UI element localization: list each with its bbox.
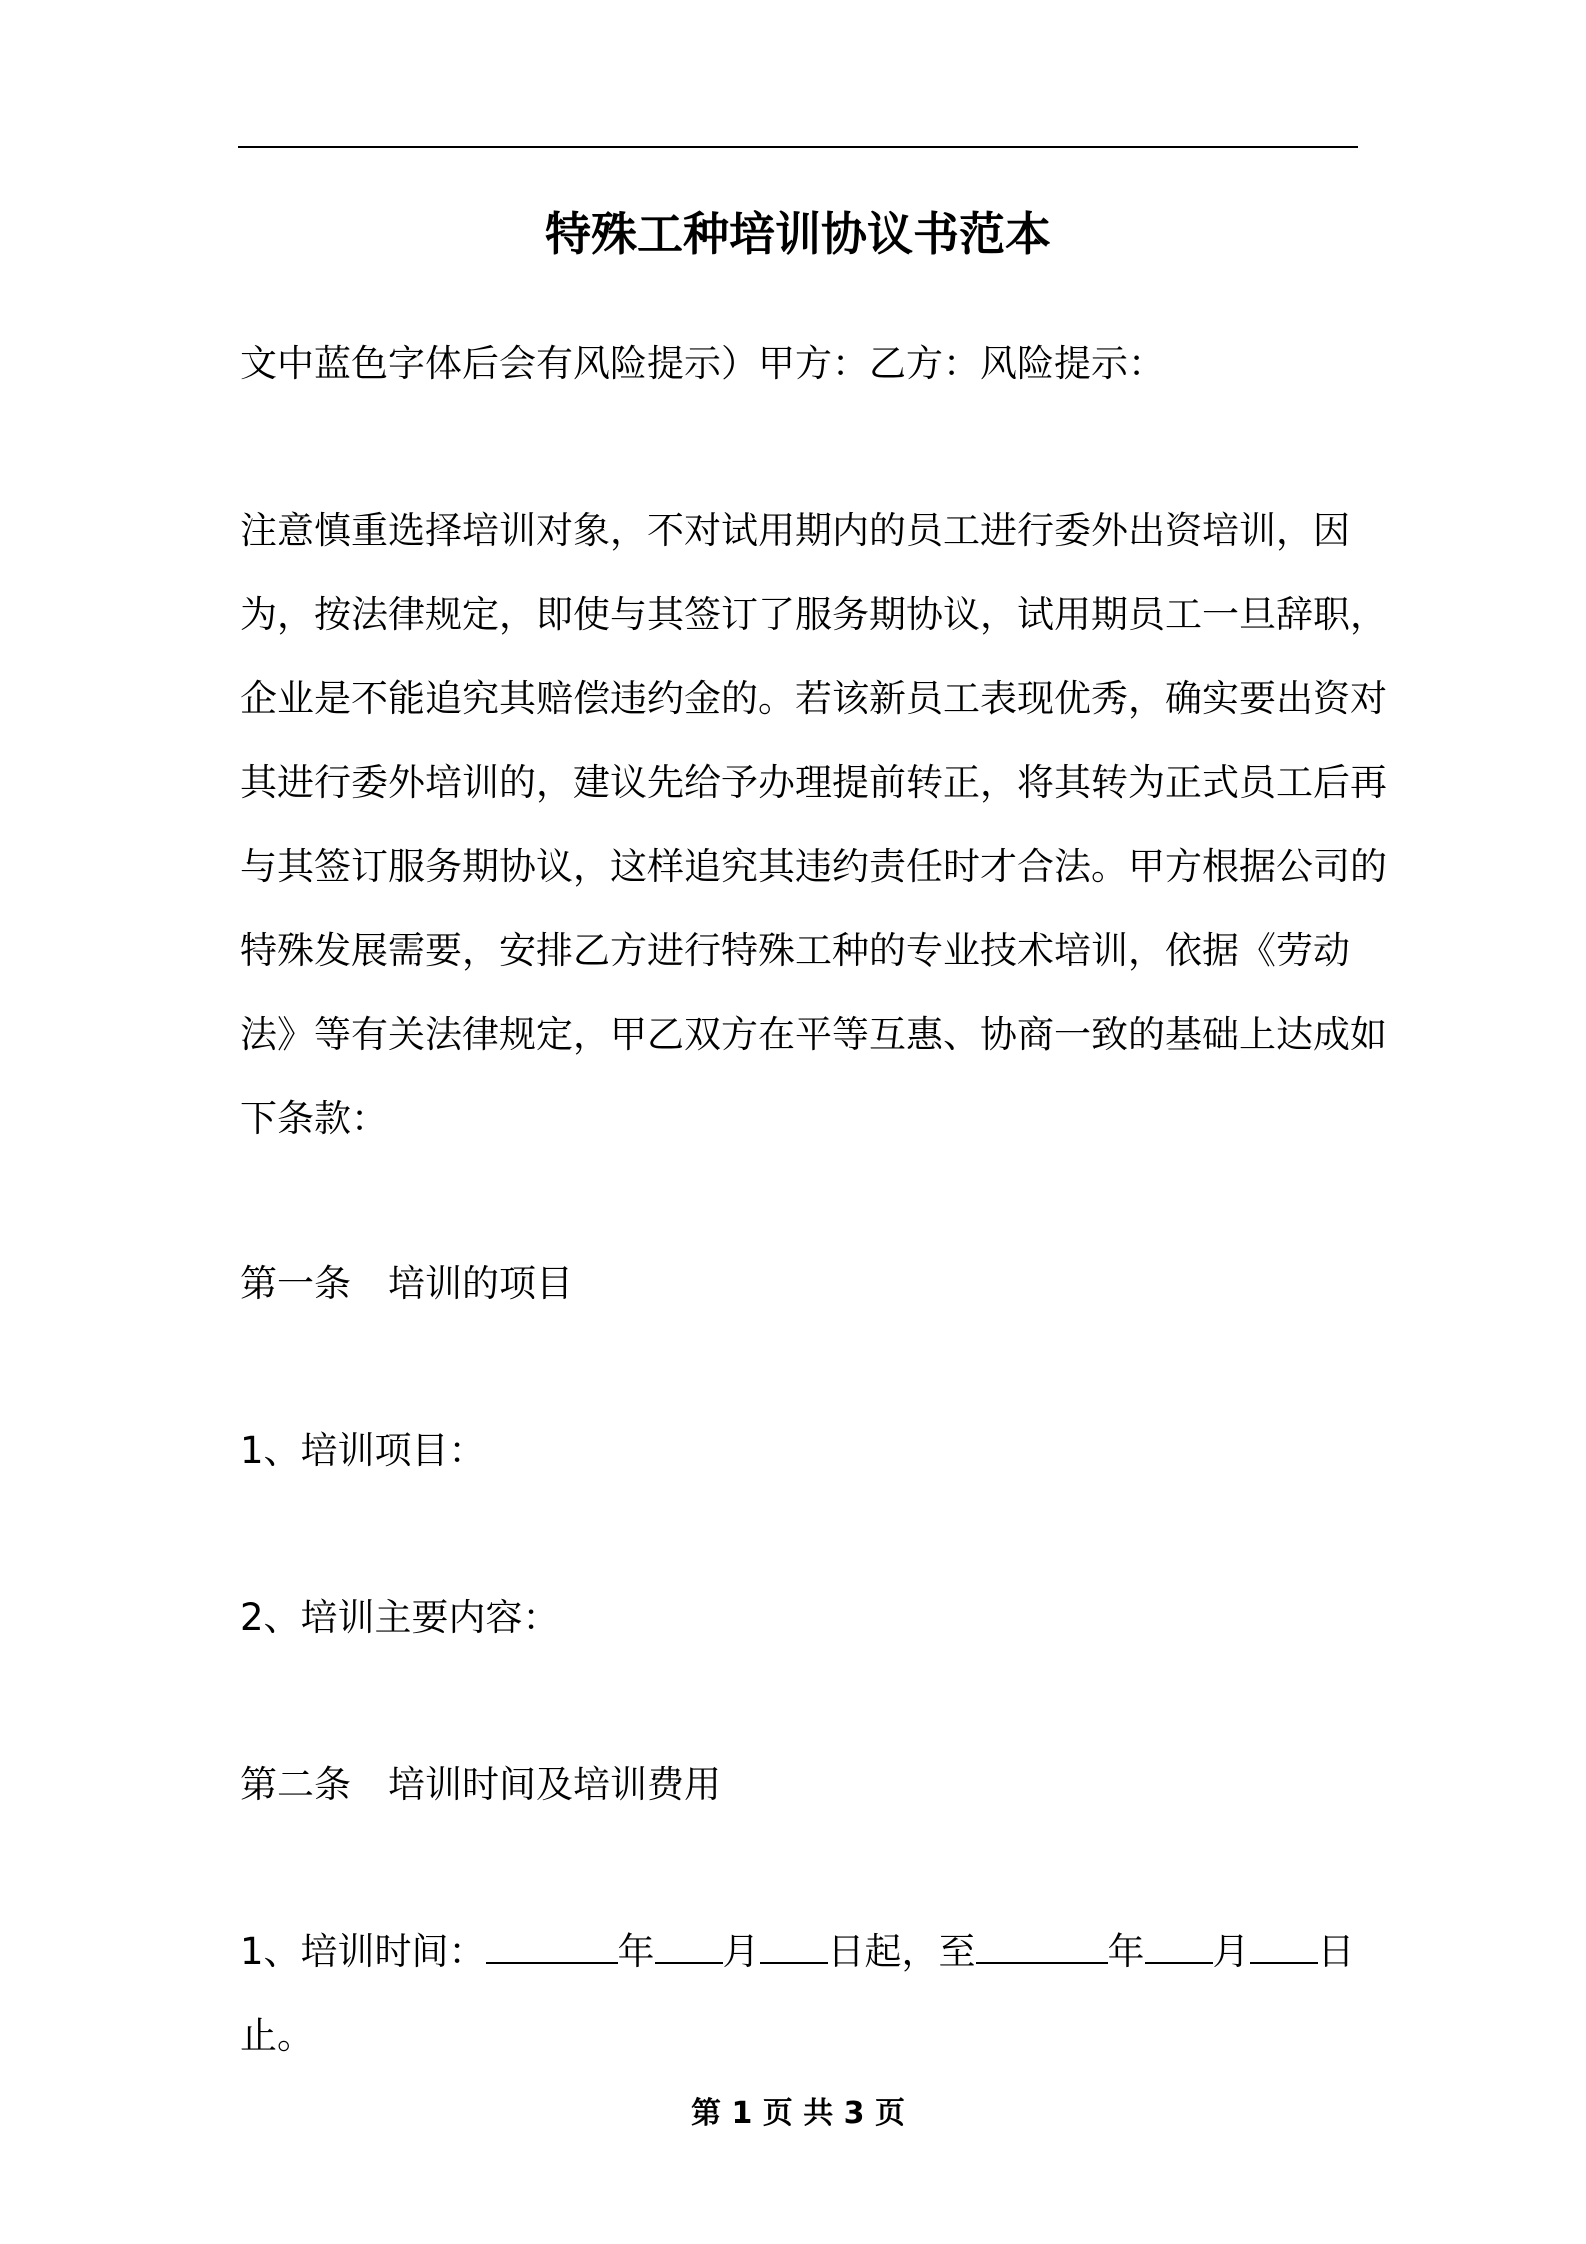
month-label-2: 月 [1212,1930,1250,1973]
year-label: 年 [617,1930,655,1973]
main-paragraph: 注意慎重选择培训对象，不对试用期内的员工进行委外出资培训，因为，按法律规定，即使与其签订了服务期协议，试用期员工一旦辞职，企业是不能追究其赔偿违约金的。若该新员工表现优秀，确实要出资对其进行委外培训的，建议先给予办理提前转正，将其转为正式员工后再与其签订服务期协议，这样追究其违约责任时才合法。甲方根据公司的特殊发展需要，安排乙方进行特殊工种的专业技术培训，依据《劳动法》等有关法律规定，甲乙双方在平等互惠、协商一致的基础上达成如下条款： [240,509,1387,1140]
blank-start-year[interactable] [486,1925,618,1964]
blank-end-day[interactable] [1250,1925,1318,1964]
intro-line: 文中蓝色字体后会有风险提示）甲方：乙方：风险提示： [240,342,1165,385]
blank-end-month[interactable] [1145,1925,1213,1964]
blank-start-day[interactable] [760,1925,828,1964]
page-number-footer: 第 1 页 共 3 页 [691,2096,905,2131]
section-1-item-1: 1、培训项目： [240,1429,486,1472]
training-time-line [240,1910,1390,2078]
day-to-label: 日止。 [240,1930,1355,2057]
blank-start-month[interactable] [655,1925,723,1964]
document-title: 特殊工种培训协议书范本 [545,207,1051,261]
training-time-label: 1、培训时间： [240,1930,486,1973]
header-rule [238,146,1358,148]
day-from-label: 日起，至 [827,1930,976,1973]
section-1-heading: 第一条 培训的项目 [240,1262,573,1305]
month-label: 月 [722,1930,760,1973]
blank-end-year[interactable] [976,1925,1108,1964]
section-1-item-2: 2、培训主要内容： [240,1596,560,1639]
year-label-2: 年 [1107,1930,1145,1973]
section-2-heading: 第二条 培训时间及培训费用 [240,1763,721,1806]
